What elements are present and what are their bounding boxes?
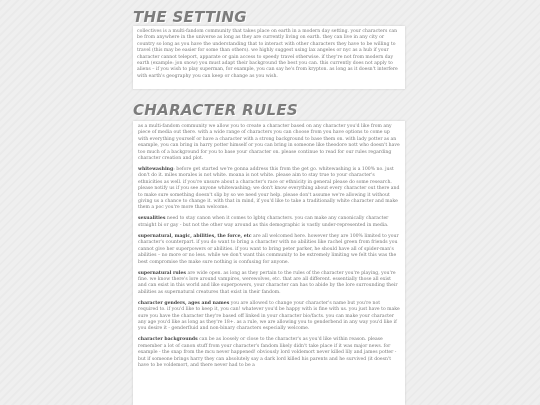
- setting-box: [133, 26, 405, 89]
- setting-paragraph: collectives is a multi-fandom community that takes place on earth in a modern day setting. your characters can be from anywhere in the universe as long as they are currently living on earth. they can live in any city or country so long as you have the understanding that to interact with other characters they have to be willing to travel (this may be easier for some than others). we highly suggest using lax angeles or nyc as a hub if your character cannot teleport, apparate or gain access to speedy travel otherwise. if they're not from modern day earth (example: jon snow) you must adapt their background the best you can. this currently does not apply to aliens – if you wish to play superman, for example, you can say he's from krypton. as long as it doesn't interfere with earth's geography you can keep or change as you wish.: [137, 29, 398, 79]
- setting-heading: THE SETTING: [133, 8, 247, 26]
- rule-title: supernatural, magic, abilities, the force, etc: [138, 233, 252, 239]
- rule-title: whitewashing: [138, 167, 174, 173]
- rule-text: are wide open. as long as they pertain to the rules of the character you're playing, you're fine. we know there's lore around vampires, werewolves, etc. that are all different. essentially those all exist and can exist in this world and like superpowers, your character can has to abide by the lore surrounding their abilities as supernatural creatures that exist in their fandom.: [138, 270, 398, 295]
- rule-genders-ages-names: [138, 301, 400, 333]
- rules-intro-paragraph: as a multi-fandom community we allow you to create a character based on any character you'd like from any piece of media out there. with a wide range of characters you can choose from you have options to come up with everything yourself or have a character with a strong background to base them on. with lady potter as an example, you can bring in harry potter himself or you can bring in someone like theodore nott who doesn't have too much of a background for you to base your character on. please continue to read for our rules regarding character creation and plot.: [138, 124, 400, 162]
- character-rules-heading: CHARACTER RULES: [133, 101, 298, 119]
- rule-text: are all welcomed here. however they are 100% limited to your character's counterpart. if you do want to bring a character with no abilities like rachel green from friends you cannot give her superpowers or abilities. if you want to bring peter parker, he should have all of spider-man's abilities – no more or no less. while we don't want this community to be extremely limiting we felt this was the best compromise the make sure nothing is confusing for anyone.: [138, 233, 399, 265]
- rule-text: need to stay canon when it comes to lgbtq characters. you can make any canonically character straight bi or gay - but not the other way around as this demographic is vastly under-represented in media.: [138, 216, 389, 228]
- rule-supernatural-abilities: [138, 234, 400, 266]
- rule-character-backgrounds: [138, 337, 400, 369]
- character-rules-box: [133, 121, 405, 405]
- rule-sexualities: [138, 216, 400, 229]
- rule-title: character backgrounds: [138, 337, 198, 343]
- rule-title: sexualities: [138, 216, 166, 222]
- rule-supernatural-rules: [138, 271, 400, 297]
- rule-title: supernatural rules: [138, 270, 187, 276]
- rule-whitewashing: [138, 167, 400, 212]
- rule-text: you are allowed to change your character's name but you're not required to. if you'd like to keep it, you can! whatever you'd be happy with is fine with us. you just have to make sure you have the character they're based off linked in your character bio/facts. you can make your character any age you'd like as long as they're 18+. as a rule, we are allowing you to genderbend in any way you'd like if you desire it - genderfluid and non-binary characters especially welcome.: [138, 300, 400, 332]
- rule-title: character genders, ages and names: [138, 300, 230, 306]
- rule-text: can be as loosely or close to the character's as you'd like within reason. please remember a lot of canon stuff from your character's fandom likely didn't take place if it was major news. for example - the snap from the mcu never happened! obviously lord voldemort never killed lily and james potter - but if someone brings harry they can absolutely say a dark lord killed his parents and he survived (it doesn't have to be voldemort, and there never had to be a: [138, 337, 397, 368]
- rule-text: : before get started we're gonna address this from the get go. whitewashing is a 100% no. just don't do it. miles morales is not white. moana is not white. please aim to stay true to your character's ethnicities as well. if you're unsure about a character's race or ethnicity in general please do some research. please notify us if you see anyone whitewashing; we don't know everything about every character out there and to make sure something doesn't slip by so we need your help. please don't assume we're allowing it without giving us a chance to change it. with that in mind, if you'd like to take a traditionally white character and make them a poc you're more than welcome.: [138, 167, 400, 211]
